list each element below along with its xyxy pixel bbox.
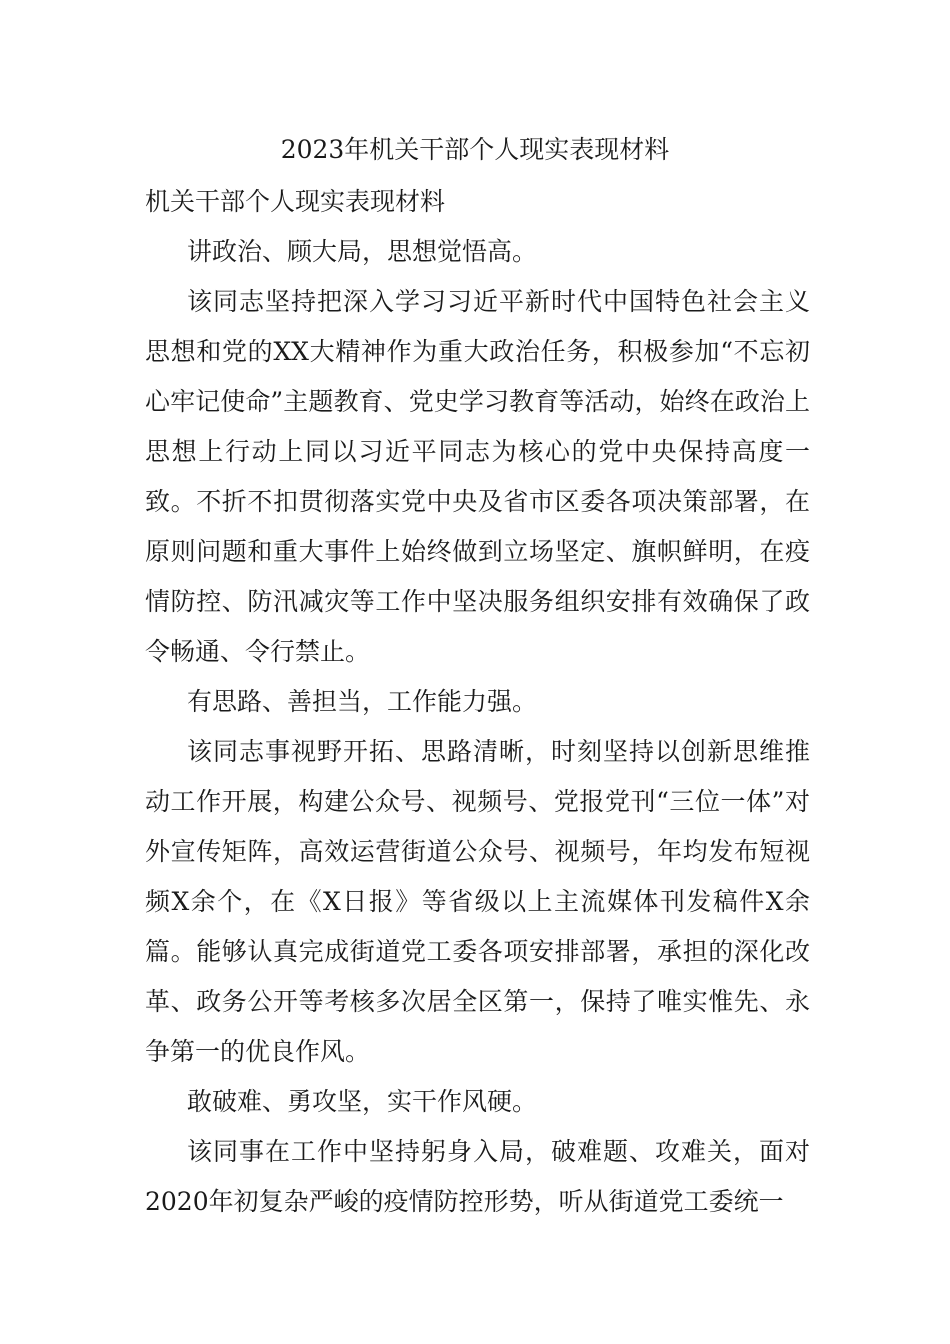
document-title: 2023年机关干部个人现实表现材料 [280,135,670,164]
paragraph-politics: 该同志坚持把深入学习习近平新时代中国特色社会主义思想和党的XX大精神作为重大政治任务，积极参加“不忘初心牢记使命”主题教育、党史学习教育等活动，始终在政治上思想上行动上同以习近平同志为核心的党中央保持高度一致。不折不扣贯彻落实党中央及省市区委各项决策部署，在原则问题和重大事件上始终做到立场坚定、旗帜鲜明，在疫情防控、防汛减灾等工作中坚决服务组织安排有效确保了政令畅通、令行禁止。 [145,287,810,666]
section-heading-ability: 有思路、善担当，工作能力强。 [187,687,538,716]
paragraph-ability: 该同志事视野开拓、思路清晰，时刻坚持以创新思维推动工作开展，构建公众号、视频号、党报党刊“三位一体”对外宣传矩阵，高效运营街道公众号、视频号，年均发布短视频X余个，在《X日报》等省级以上主流媒体刊发稿件X余篇。能够认真完成街道党工委各项安排部署，承担的深化改革、政务公开等考核多次居全区第一，保持了唯实惟先、永争第一的优良作风。 [145,737,810,1066]
document-subtitle: 机关干部个人现实表现材料 [145,187,446,216]
section-heading-style: 敢破难、勇攻坚，实干作风硬。 [187,1087,538,1116]
document-body [145,177,810,1227]
paragraph-style: 该同事在工作中坚持躬身入局，破难题、攻难关，面对2020年初复杂严峻的疫情防控形势，听从街道党工委统一 [145,1137,810,1216]
section-heading-politics: 讲政治、顾大局，思想觉悟高。 [187,237,538,266]
